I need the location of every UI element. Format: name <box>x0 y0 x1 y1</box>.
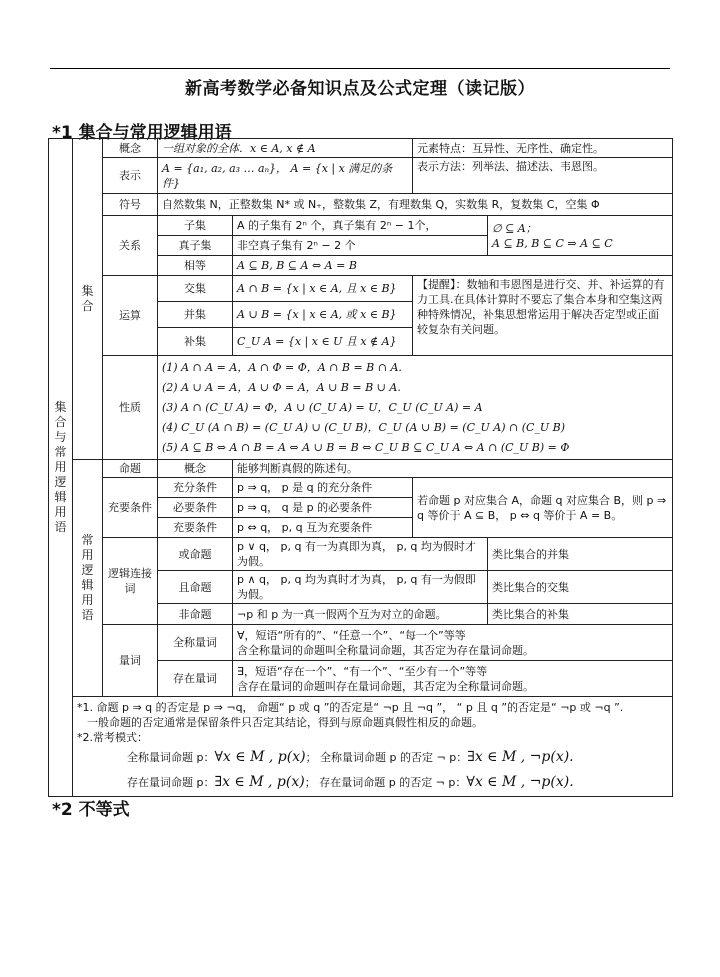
formula-universal: 全称量词命题 p：∀x ∈ M , p(x)； 全称量词命题 p 的否定 ¬ p：∃x ∈ M , ¬p(x). <box>127 749 574 765</box>
row-prop <box>49 460 673 478</box>
symbols-text: 自然数集 N，正整数集 N* 或 N₊，整数集 Z，有理数集 Q，实数集 R，复数集 C，空集 Φ <box>158 194 673 216</box>
label-proposition: 命题 <box>103 460 158 478</box>
label-props: 性质 <box>103 356 158 460</box>
or-analogy: 类比集合的并集 <box>488 538 673 571</box>
notes-cell <box>73 697 673 797</box>
label-universal: 全称量词 <box>158 625 233 661</box>
prop-1: (1) A ∩ A = A，A ∩ Φ = Φ，A ∩ B = B ∩ A. <box>162 360 402 374</box>
label-existential: 存在量词 <box>158 661 233 697</box>
row-relation-subset <box>49 216 673 236</box>
row-ops-inter <box>49 276 673 302</box>
union-formula: A ∪ B = {x | x ∈ A, 或 x ∈ B} <box>233 302 413 328</box>
relation-line3: A ⊆ B, B ⊆ A ⇔ A = B <box>233 256 673 276</box>
formula-existential: 存在量词命题 p：∃x ∈ M , p(x)； 存在量词命题 p 的否定 ¬ p：∀x ∈ M , ¬p(x). <box>127 774 574 790</box>
label-necessary: 必要条件 <box>158 498 233 518</box>
label-intersection: 交集 <box>158 276 233 302</box>
prop-text: 能够判断真假的陈述句。 <box>233 460 673 478</box>
label-and: 且命题 <box>158 571 233 604</box>
existential-text: ∃，短语“存在一个”、“有一个”、“至少有一个”等等 含存在量词的命题叫存在量词命题，其否定为全称量词命题。 <box>233 661 673 697</box>
note-3: *2.常考模式： <box>77 731 148 744</box>
relation-right: ∅ ⊆ A； A ⊆ B, B ⊆ C ⇒ A ⊆ C <box>488 216 673 256</box>
row-quant-all <box>49 625 673 661</box>
row-props <box>49 356 673 460</box>
label-not: 非命题 <box>158 604 233 625</box>
intersection-formula: A ∩ B = {x | x ∈ A, 且 x ∈ B} <box>233 276 413 302</box>
concept-traits: 元素特点：互异性、无序性、确定性。 <box>413 139 673 158</box>
knowledge-table <box>48 138 673 797</box>
label-subset: 子集 <box>158 216 233 236</box>
label-concept: 概念 <box>103 139 158 158</box>
concept-text: 一组对象的全体．x ∈ A, x ∉ A <box>158 139 413 158</box>
page-title: 新高考数学必备知识点及公式定理（读记版） <box>185 79 535 99</box>
label-union: 并集 <box>158 302 233 328</box>
label-symbols: 符号 <box>103 194 158 216</box>
label-ops: 运算 <box>103 276 158 356</box>
prop-4: (4) C_U (A ∩ B) = (C_U A) ∪ (C_U B)，C_U (A ∪ B) = (C_U A) ∩ (C_U B) <box>162 420 566 434</box>
notation-methods: 表示方法：列举法、描述法、韦恩图。 <box>413 158 673 194</box>
ops-reminder: 【提醒】：数轴和韦恩图是进行交、并、补运算的有力工具.在具体计算时不要忘了集合本身和空集这两种特殊情况，补集思想常运用于解决否定型或正面较复杂有关问题。 <box>413 276 673 356</box>
relation-line1: A 的子集有 2ⁿ 个，真子集有 2ⁿ − 1个， <box>233 216 488 236</box>
row-concept <box>49 139 673 158</box>
complement-formula: C_U A = {x | x ∈ U 且 x ∉ A} <box>233 328 413 356</box>
label-prop-concept: 概念 <box>158 460 233 478</box>
label-proper-subset: 真子集 <box>158 236 233 256</box>
label-conditions: 充要条件 <box>103 478 158 538</box>
not-text: ¬p 和 p 为一真一假两个互为对立的命题。 <box>233 604 488 625</box>
label-relation: 关系 <box>103 216 158 276</box>
row-notation <box>49 158 673 194</box>
row-notes <box>49 697 673 797</box>
row-conn-or <box>49 538 673 571</box>
relation-line2: 非空真子集有 2ⁿ − 2 个 <box>233 236 488 256</box>
and-analogy: 类比集合的交集 <box>488 571 673 604</box>
row-cond-suff <box>49 478 673 498</box>
iff-text: p ⇔ q， p, q 互为充要条件 <box>233 518 413 538</box>
label-sufficient: 充分条件 <box>158 478 233 498</box>
sets-vertical-label: 集合 <box>73 139 103 460</box>
label-connectives: 逻辑连接词 <box>103 538 158 625</box>
necessary-text: p ⇒ q， q 是 p 的必要条件 <box>233 498 413 518</box>
section-heading-1: *1 集合与常用逻辑用语 <box>52 123 232 143</box>
notation-text: A = {a₁, a₂, a₃ … aₙ}， A = {x | x 满足的条件} <box>158 158 413 194</box>
label-complement: 补集 <box>158 328 233 356</box>
prop-5: (5) A ⊆ B ⇔ A ∩ B = A ⇔ A ∪ B = B ⇔ C_U B ⊆ C_U A ⇔ A ∩ (C_U B) = Φ <box>162 440 570 454</box>
row-symbols <box>49 194 673 216</box>
sufficient-text: p ⇒ q， p 是 q 的充分条件 <box>233 478 413 498</box>
label-notation: 表示 <box>103 158 158 194</box>
label-or: 或命题 <box>158 538 233 571</box>
label-iff: 充要条件 <box>158 518 233 538</box>
note-1: *1. 命题 p ⇒ q 的否定是 p ⇒ ¬q， 命题“ p 或 q ”的否定是“ ¬p 且 ¬q ”， “ p 且 q ”的否定是“ ¬p 或 ¬q ”. <box>77 701 624 714</box>
prop-3: (3) A ∩ (C_U A) = Φ，A ∪ (C_U A) = U，C_U (C_U A) = A <box>162 400 483 414</box>
logic-vertical-label: 常用逻辑用语 <box>73 460 103 697</box>
not-analogy: 类比集合的补集 <box>488 604 673 625</box>
and-text: p ∧ q， p, q 均为真时才为真， p, q 有一为假即为假。 <box>233 571 488 604</box>
label-quantifiers: 量词 <box>103 625 158 697</box>
note-2: 一般命题的否定通常是保留条件只否定其结论，得到与原命题真假性相反的命题。 <box>87 716 483 729</box>
main-vertical-label: 集合与常用逻辑用语 <box>49 139 73 797</box>
top-rule <box>50 68 670 69</box>
prop-2: (2) A ∪ A = A，A ∪ Φ = A，A ∪ B = B ∪ A. <box>162 380 401 394</box>
props-list <box>158 356 673 460</box>
universal-text: ∀，短语“所有的”、“任意一个”、“每一个”等等 含全称量词的命题叫全称量词命题，其否定为存在量词命题。 <box>233 625 673 661</box>
conditions-right: 若命题 p 对应集合 A，命题 q 对应集合 B，则 p ⇒ q 等价于 A ⊆ B， p ⇔ q 等价于 A = B。 <box>413 478 673 538</box>
or-text: p ∨ q， p, q 有一为真即为真， p, q 均为假时才为假。 <box>233 538 488 571</box>
label-equal: 相等 <box>158 256 233 276</box>
section-heading-2: *2 不等式 <box>52 800 130 820</box>
